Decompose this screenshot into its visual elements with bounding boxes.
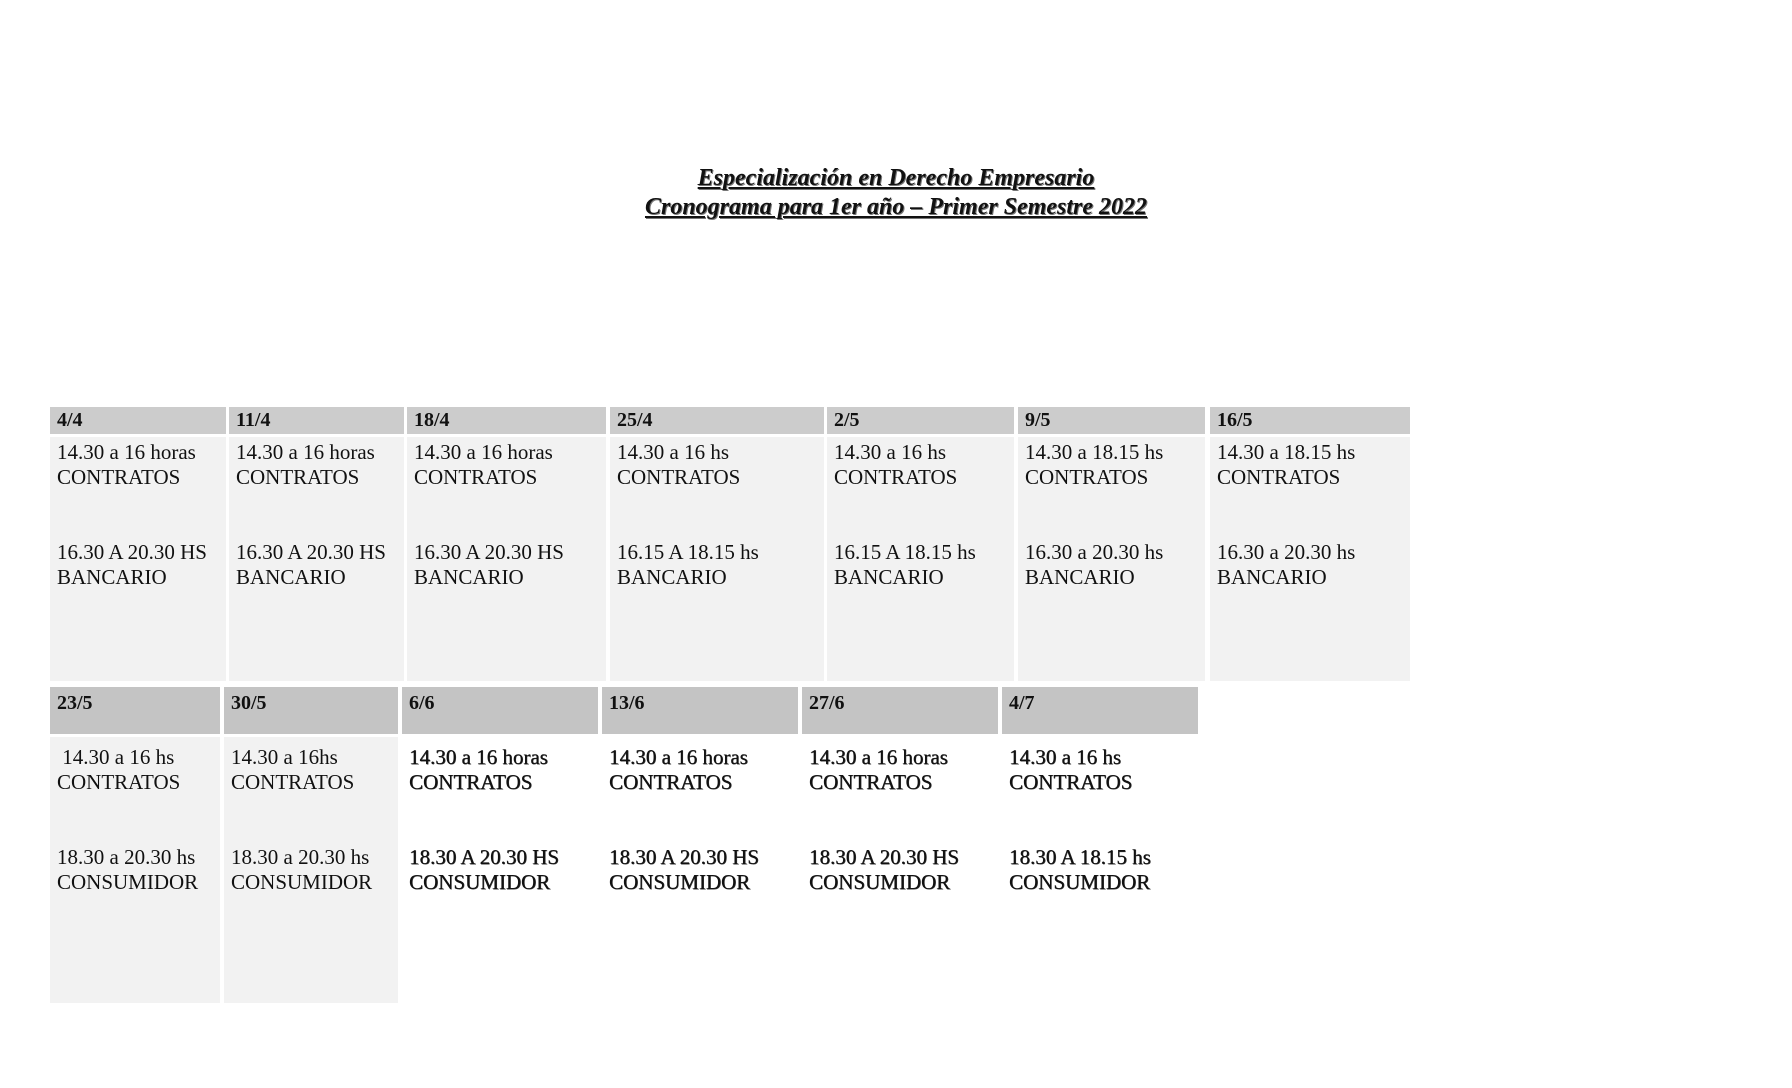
schedule-cell <box>602 687 798 898</box>
subject-1: CONTRATOS <box>1217 465 1341 489</box>
subject-2: BANCARIO <box>236 565 346 589</box>
time-slot-1: 14.30 a 18.15 hs <box>1217 440 1356 464</box>
cell-body <box>1210 437 1410 681</box>
date-header: 13/6 <box>602 687 798 734</box>
time-slot-2: 16.30 A 20.30 HS <box>236 540 386 564</box>
subject-2: CONSUMIDOR <box>809 870 951 894</box>
subject-2: BANCARIO <box>414 565 524 589</box>
cell-body <box>1002 737 1198 898</box>
subject-2: CONSUMIDOR <box>609 870 751 894</box>
cell-body <box>1018 437 1205 681</box>
schedule-cell <box>50 687 220 1003</box>
time-slot-1: 14.30 a 16 horas <box>409 745 548 769</box>
cell-body <box>827 437 1014 681</box>
cell-body <box>407 437 606 681</box>
schedule-cell <box>50 407 226 681</box>
schedule-cell <box>1002 687 1198 898</box>
time-slot-1: 14.30 a 16 hs <box>834 440 946 464</box>
subject-1: CONTRATOS <box>1009 770 1133 794</box>
date-header: 16/5 <box>1210 407 1410 434</box>
cell-body <box>802 737 998 898</box>
subject-2: BANCARIO <box>57 565 167 589</box>
time-slot-1: 14.30 a 18.15 hs <box>1025 440 1164 464</box>
time-slot-2: 18.30 A 20.30 HS <box>809 845 959 869</box>
schedule-cell <box>407 407 606 681</box>
subject-2: CONSUMIDOR <box>231 870 373 894</box>
date-header: 25/4 <box>610 407 824 434</box>
time-slot-2: 18.30 A 20.30 HS <box>409 845 559 869</box>
cell-body <box>602 737 798 898</box>
date-header: 4/4 <box>50 407 226 434</box>
time-slot-2: 16.30 a 20.30 hs <box>1025 540 1164 564</box>
date-header: 4/7 <box>1002 687 1198 734</box>
date-header: 9/5 <box>1018 407 1205 434</box>
schedule-cell <box>229 407 404 681</box>
cell-body <box>610 437 824 681</box>
time-slot-2: 16.30 A 20.30 HS <box>414 540 564 564</box>
subject-2: BANCARIO <box>1025 565 1135 589</box>
time-slot-2: 16.30 a 20.30 hs <box>1217 540 1356 564</box>
time-slot-1: 14.30 a 16hs <box>231 745 338 769</box>
date-header: 23/5 <box>50 687 220 734</box>
schedule-cell <box>1210 407 1410 681</box>
subject-1: CONTRATOS <box>231 770 355 794</box>
time-slot-2: 16.30 A 20.30 HS <box>57 540 207 564</box>
time-slot-1: 14.30 a 16 horas <box>609 745 748 769</box>
date-header: 18/4 <box>407 407 606 434</box>
time-slot-1: 14.30 a 16 horas <box>414 440 553 464</box>
cell-body <box>50 437 226 681</box>
subject-2: CONSUMIDOR <box>57 870 199 894</box>
title-line-2: Cronograma para 1er año – Primer Semestre 2022 <box>644 194 1148 220</box>
schedule-cell <box>1018 407 1205 681</box>
date-header: 11/4 <box>229 407 404 434</box>
cell-body <box>224 737 398 1003</box>
schedule-cell <box>224 687 398 1003</box>
time-slot-2: 16.15 A 18.15 hs <box>617 540 759 564</box>
subject-1: CONTRATOS <box>57 770 181 794</box>
date-header: 27/6 <box>802 687 998 734</box>
subject-1: CONTRATOS <box>414 465 538 489</box>
title-line-1: Especialización en Derecho Empresario <box>697 165 1095 191</box>
page-title <box>0 164 1792 222</box>
schedule-cell <box>802 687 998 898</box>
time-slot-1: 14.30 a 16 hs <box>57 745 175 769</box>
time-slot-2: 18.30 a 20.30 hs <box>231 845 370 869</box>
date-header: 6/6 <box>402 687 598 734</box>
cell-body <box>50 737 220 1003</box>
date-header: 2/5 <box>827 407 1014 434</box>
subject-2: BANCARIO <box>1217 565 1327 589</box>
subject-1: CONTRATOS <box>409 770 533 794</box>
time-slot-2: 18.30 a 20.30 hs <box>57 845 196 869</box>
cell-body <box>229 437 404 681</box>
schedule-cell <box>827 407 1014 681</box>
schedule-cell <box>402 687 598 898</box>
time-slot-1: 14.30 a 16 horas <box>236 440 375 464</box>
time-slot-1: 14.30 a 16 horas <box>57 440 196 464</box>
time-slot-2: 16.15 A 18.15 hs <box>834 540 976 564</box>
subject-2: CONSUMIDOR <box>1009 870 1151 894</box>
subject-1: CONTRATOS <box>809 770 933 794</box>
subject-1: CONTRATOS <box>609 770 733 794</box>
subject-2: BANCARIO <box>834 565 944 589</box>
subject-1: CONTRATOS <box>236 465 360 489</box>
subject-1: CONTRATOS <box>834 465 958 489</box>
time-slot-1: 14.30 a 16 horas <box>809 745 948 769</box>
time-slot-1: 14.30 a 16 hs <box>617 440 729 464</box>
date-header: 30/5 <box>224 687 398 734</box>
subject-1: CONTRATOS <box>57 465 181 489</box>
time-slot-1: 14.30 a 16 hs <box>1009 745 1121 769</box>
subject-2: BANCARIO <box>617 565 727 589</box>
time-slot-2: 18.30 A 20.30 HS <box>609 845 759 869</box>
time-slot-2: 18.30 A 18.15 hs <box>1009 845 1151 869</box>
schedule-cell <box>610 407 824 681</box>
subject-1: CONTRATOS <box>617 465 741 489</box>
subject-1: CONTRATOS <box>1025 465 1149 489</box>
subject-2: CONSUMIDOR <box>409 870 551 894</box>
cell-body <box>402 737 598 898</box>
